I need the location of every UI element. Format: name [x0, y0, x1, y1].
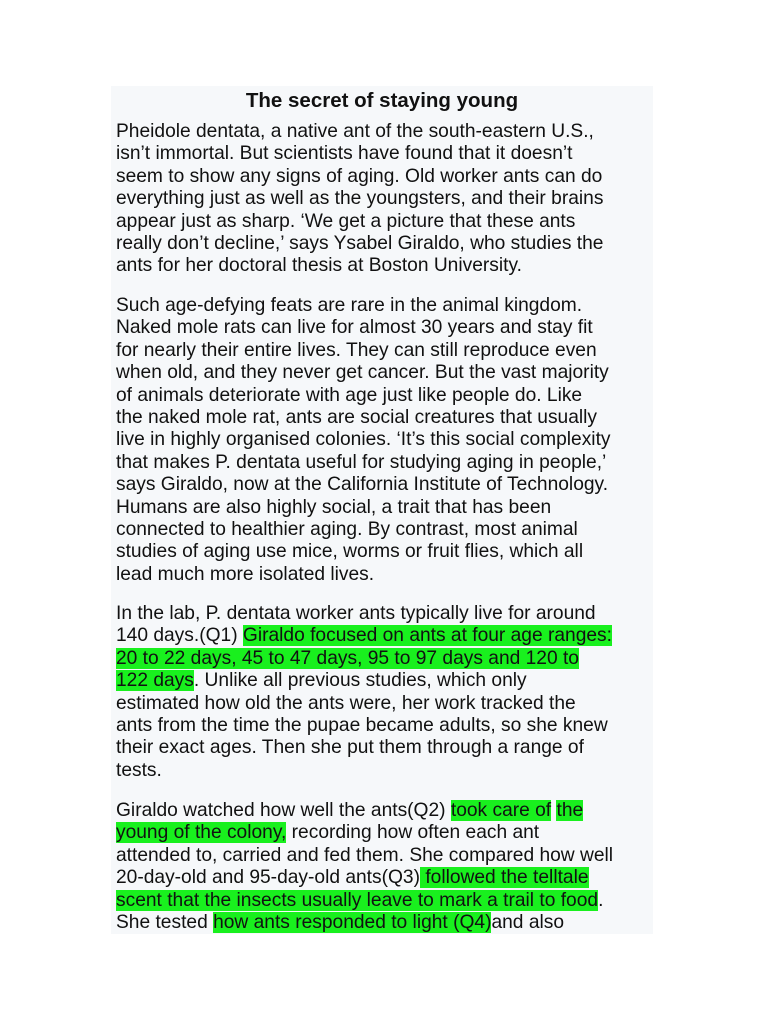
- text-line: [116, 233, 603, 255]
- text-line: [116, 625, 612, 647]
- text-segment: .: [598, 889, 604, 911]
- text-line: [116, 693, 612, 715]
- text-segment: for nearly their entire lives. They can still reproduce even: [116, 339, 597, 361]
- text-line: [116, 800, 613, 822]
- text-line: [116, 760, 612, 782]
- text-segment: and also: [491, 912, 565, 934]
- text-line: [116, 890, 613, 912]
- text-segment: Naked mole rats can live for almost 30 years and stay fit: [116, 317, 593, 339]
- highlighted-text: how ants responded to light (Q4): [213, 912, 492, 934]
- text-segment: ants for her doctoral thesis at Boston University.: [116, 255, 522, 277]
- text-segment: lead much more isolated lives.: [116, 563, 375, 585]
- text-line: [116, 497, 611, 519]
- paragraph-4: [116, 800, 613, 934]
- text-segment: estimated how old the ants were, her work tracked the: [116, 692, 576, 714]
- text-segment: ants from the time the pupae became adults, so she knew: [116, 715, 608, 737]
- text-segment: She tested: [116, 912, 214, 934]
- text-line: [116, 737, 612, 759]
- text-line: [116, 407, 611, 429]
- text-segment: 140 days.(Q1): [116, 625, 243, 647]
- text-segment: really don’t decline,’ says Ysabel Giraldo, who studies the: [116, 233, 604, 255]
- text-segment: live in highly organised colonies. ‘It’s this social complexity: [116, 429, 611, 451]
- text-segment: studies of aging use mice, worms or fruit flies, which all: [116, 541, 584, 563]
- text-segment: In the lab, P. dentata worker ants typically live for around: [116, 603, 596, 624]
- text-line: [116, 541, 611, 563]
- text-line: [116, 121, 603, 143]
- text-segment: of animals deteriorate with age just like people do. Like: [116, 384, 583, 406]
- text-line: [116, 564, 611, 586]
- text-line: [116, 474, 611, 496]
- highlighted-text: scent that the insects usually leave to mark a trail to food: [116, 889, 599, 911]
- text-line: [116, 912, 613, 934]
- text-segment: says Giraldo, now at the California Institute of Technology.: [116, 474, 609, 496]
- text-line: [116, 452, 611, 474]
- document-page: [111, 86, 653, 934]
- highlighted-text: 20 to 22 days, 45 to 47 days, 95 to 97 days and 120 to: [116, 647, 579, 669]
- highlighted-text: followed the telltale: [419, 867, 589, 889]
- text-line: [116, 845, 613, 867]
- text-line: [116, 867, 613, 889]
- text-line: [116, 188, 603, 210]
- document-title: The secret of staying young: [245, 89, 519, 112]
- text-segment: attended to, carried and fed them. She compared how well: [116, 844, 614, 866]
- highlighted-text: took care of: [450, 800, 552, 821]
- text-segment: tests.: [116, 759, 162, 781]
- text-line: [116, 362, 611, 384]
- text-segment: Pheidole dentata, a native ant of the south-eastern U.S.,: [116, 121, 594, 142]
- text-line: [116, 143, 603, 165]
- text-line: [116, 519, 611, 541]
- text-line: [116, 603, 612, 625]
- text-line: [116, 295, 611, 317]
- highlighted-text: young of the colony,: [116, 822, 287, 844]
- text-segment: appear just as sharp. ‘We get a picture that these ants: [116, 210, 576, 232]
- highlighted-text: the: [556, 800, 584, 821]
- text-segment: Humans are also highly social, a trait that has been: [116, 496, 552, 518]
- text-line: [116, 255, 603, 277]
- text-line: [116, 166, 603, 188]
- text-line: [116, 340, 611, 362]
- paragraph-2: [116, 295, 611, 586]
- text-segment: Giraldo watched how well the ants(Q2): [116, 800, 451, 821]
- text-segment: when old, and they never get cancer. But the vast majority: [116, 362, 609, 384]
- text-segment: their exact ages. Then she put them through a range of: [116, 737, 584, 759]
- text-line: [116, 385, 611, 407]
- paragraph-1: [116, 121, 603, 278]
- text-line: [116, 670, 612, 692]
- highlighted-text: 122 days: [116, 670, 194, 692]
- text-line: [116, 822, 613, 844]
- text-line: [116, 211, 603, 233]
- text-line: [116, 429, 611, 451]
- text-line: [116, 715, 612, 737]
- text-segment: 20-day-old and 95-day-old ants(Q3): [116, 867, 420, 889]
- text-line: [116, 317, 611, 339]
- highlighted-text: Giraldo focused on ants at four age ranges:: [242, 625, 612, 647]
- text-segment: Such age-defying feats are rare in the animal kingdom.: [116, 295, 583, 316]
- text-segment: recording how often each ant: [286, 822, 540, 844]
- text-segment: isn’t immortal. But scientists have found that it doesn’t: [116, 143, 573, 165]
- text-segment: that makes P. dentata useful for studying aging in people,’: [116, 451, 607, 473]
- text-segment: everything just as well as the youngsters, and their brains: [116, 188, 604, 210]
- text-segment: . Unlike all previous studies, which only: [193, 670, 527, 692]
- text-segment: the naked mole rat, ants are social creatures that usually: [116, 407, 598, 429]
- text-segment: connected to healthier aging. By contrast, most animal: [116, 519, 578, 541]
- text-segment: seem to show any signs of aging. Old worker ants can do: [116, 165, 603, 187]
- paragraph-3: [116, 603, 612, 782]
- text-line: [116, 648, 612, 670]
